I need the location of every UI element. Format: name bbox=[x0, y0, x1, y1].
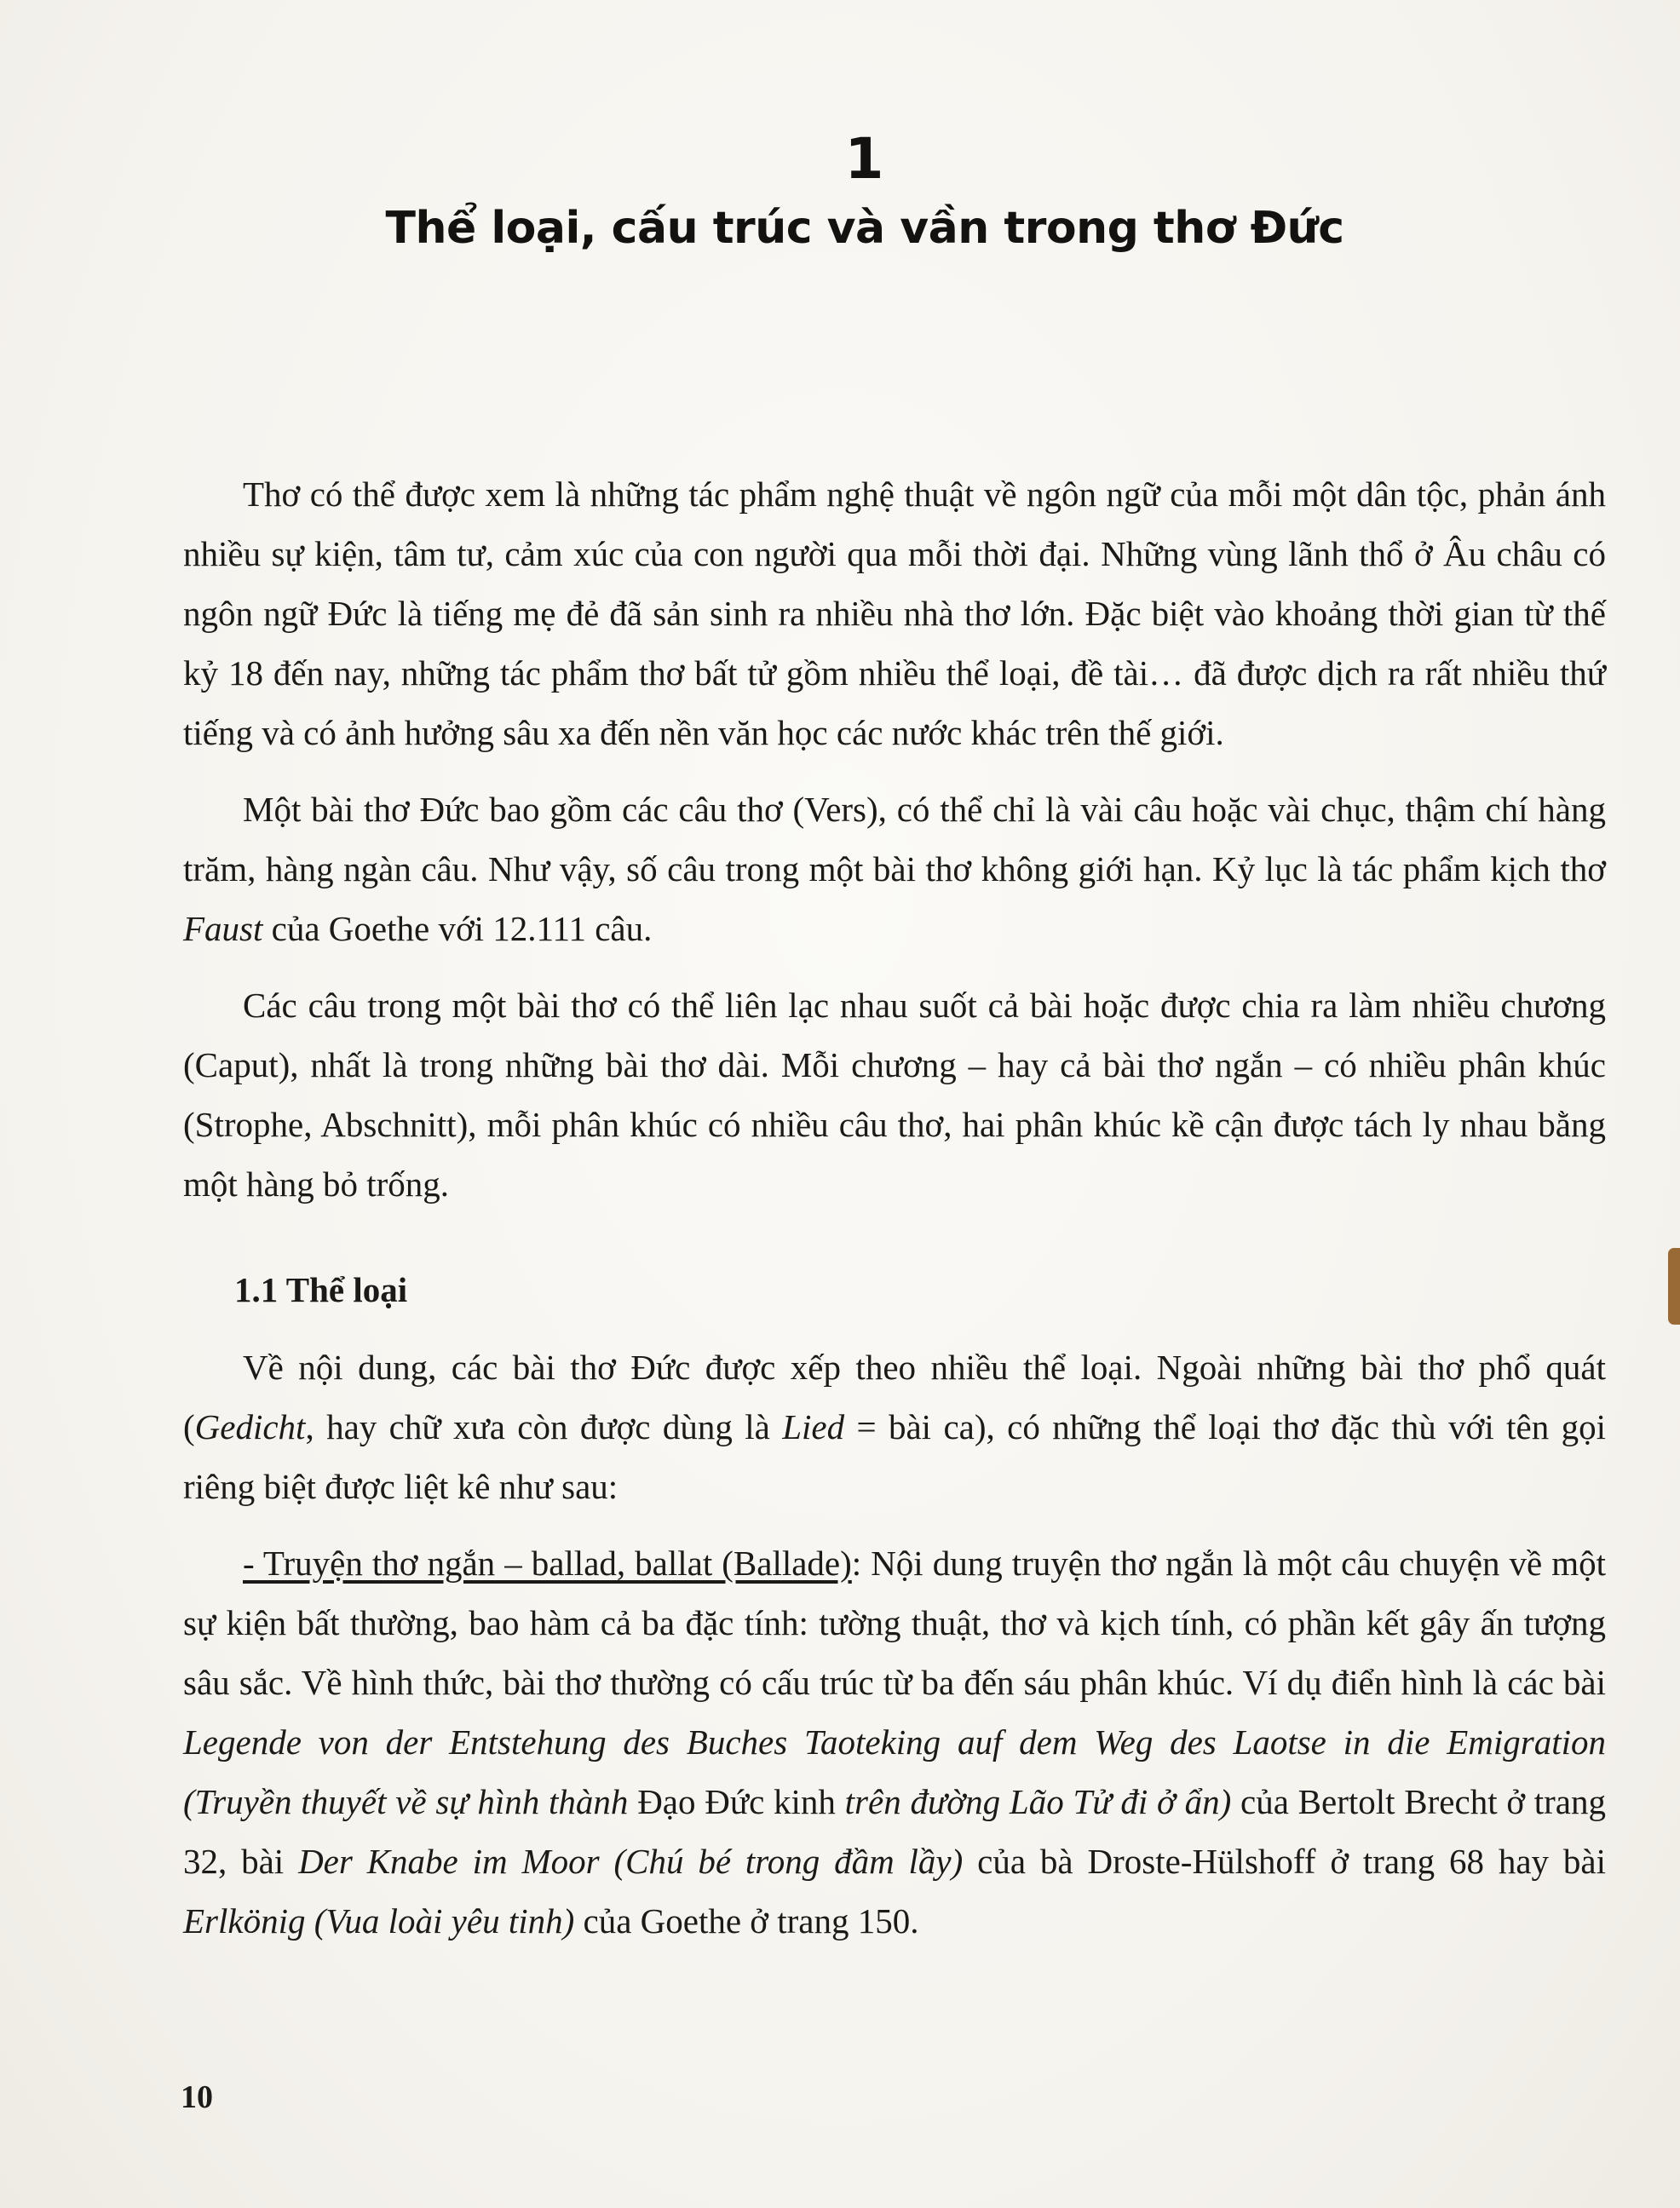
ballad-brecht-ref: của Bertolt Brecht ở trang 32, bài bbox=[183, 1782, 1606, 1881]
ballad-description: : Nội dung truyện thơ ngắn là một câu chuyện về một sự kiện bất thường, bao hàm cả ba đặc tính: tường thuật, thơ và kịch tính, có phần kết gây ấn tượng sâu sắc. Về hình thức, bài thơ thường có cấu trúc từ ba đến sáu phân khúc. Ví dụ điển hình là các bài bbox=[183, 1544, 1606, 1702]
paragraph-genres-end: = bài ca), có những thể loại thơ đặc thù với tên gọi riêng biệt được liệt kê như sau: bbox=[183, 1407, 1606, 1506]
page-edge-tab bbox=[1668, 1248, 1680, 1325]
paragraph-genres bbox=[183, 1337, 1606, 1516]
paragraph-ballad bbox=[183, 1533, 1606, 1951]
knabe-title: Der Knabe im Moor (Chú bé trong đầm lầy) bbox=[298, 1842, 964, 1881]
erlkonig-title: Erlkönig (Vua loài yêu tinh) bbox=[183, 1901, 575, 1941]
chapter-number: 1 bbox=[844, 126, 885, 192]
lied-term: Lied bbox=[782, 1407, 845, 1446]
paragraph-verse-count-text: Một bài thơ Đức bao gồm các câu thơ (Vers), có thể chỉ là vài câu hoặc vài chục, thậm chí hàng trăm, hàng ngàn câu. Như vậy, số câu trong một bài thơ không giới hạn. Kỷ lục là tác phẩm kịch thơ bbox=[183, 790, 1606, 888]
ballad-droste-ref: của bà Droste-Hülshoff ở trang 68 hay bài bbox=[963, 1842, 1606, 1881]
paragraph-verse-count-end: của Goethe với 12.111 câu. bbox=[262, 909, 653, 948]
paragraph-intro: Thơ có thể được xem là những tác phẩm nghệ thuật về ngôn ngữ của mỗi một dân tộc, phản ánh nhiều sự kiện, tâm tư, cảm xúc của con người qua mỗi thời đại. Những vùng lãnh thổ ở Âu châu có ngôn ngữ Đức là tiếng mẹ đẻ đã sản sinh ra nhiều nhà thơ lớn. Đặc biệt vào khoảng thời gian từ thế kỷ 18 đến nay, những tác phẩm thơ bất tử gồm nhiều thể loại, đề tài… đã được dịch ra rất nhiều thứ tiếng và có ảnh hưởng sâu xa đến nền văn học các nước khác trên thế giới. bbox=[183, 474, 1606, 752]
paragraph-structure: Các câu trong một bài thơ có thể liên lạc nhau suốt cả bài hoặc được chia ra làm nhiều chương (Caput), nhất là trong những bài thơ dài. Mỗi chương – hay cả bài thơ ngắn – có nhiều phân khúc (Strophe, Abschnitt), mỗi phân khúc có nhiều câu thơ, hai phân khúc kề cận được tách ly nhau bằng một hàng bỏ trống. bbox=[183, 986, 1606, 1204]
ballad-goethe-ref: của Goethe ở trang 150. bbox=[574, 1901, 919, 1941]
faust-title: Faust bbox=[183, 909, 263, 948]
paragraph-genres-mid: , hay chữ xưa còn được dùng là bbox=[305, 1407, 783, 1446]
paragraph-genres-text: Về nội dung, các bài thơ Đức được xếp theo nhiều thể loại. Ngoài những bài thơ phổ quát ( bbox=[183, 1348, 1606, 1446]
gedicht-term: Gedicht bbox=[194, 1407, 306, 1446]
legende-title-end: trên đường Lão Tử đi ở ẩn) bbox=[835, 1782, 1232, 1821]
paragraph-verse-count bbox=[183, 779, 1606, 958]
daoduc-title: Đạo Đức kinh bbox=[637, 1782, 836, 1821]
section-heading: 1.1 Thể loại bbox=[234, 1270, 408, 1309]
chapter-title: Thể loại, cấu trúc và vần trong thơ Đức bbox=[385, 203, 1344, 254]
legende-title: Legende von der Entstehung des Buches Taoteking auf dem Weg des Laotse in die Emigration (Truyền thuyết về sự hình thành bbox=[183, 1722, 1606, 1821]
ballad-term: - Truyện thơ ngắn – ballad, ballat (Ballade) bbox=[243, 1544, 852, 1583]
page-number: 10 bbox=[181, 2079, 213, 2115]
